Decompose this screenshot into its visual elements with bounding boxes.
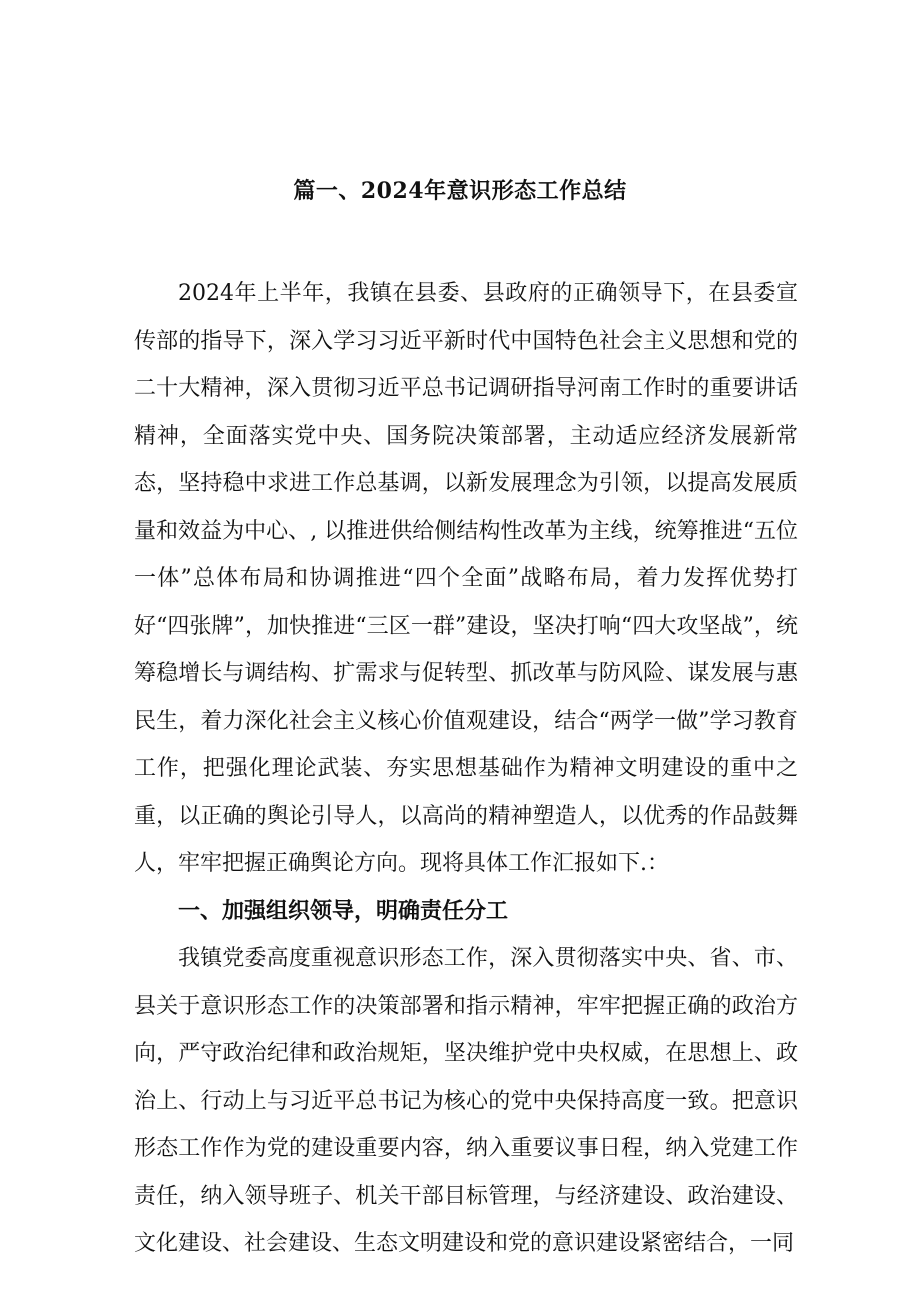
intro-paragraph: 2024年上半年，我镇在县委、县政府的正确领导下，在县委宣传部的指导下，深入学习习近平新时代中国特色社会主义思想和党的二十大精神，深入贯彻习近平总书记调研指导河南工作时的重要讲话精神，全面落实党中央、国务院决策部署，主动适应经济发展新常态，坚持稳中求进工作总基调，以新发展理念为引领，以提高发展质量和效益为中心、, 以推进供给侧结构性改革为主线，统筹推进“五位一体”总体布局和协调推进“四个全面”战略布局，着力发挥优势打好“四张牌”，加快推进“三区一群”建设，坚决打响“四大攻坚战”，统筹稳增长与调结构、扩需求与促转型、抓改革与防风险、谋发展与惠民生，着力深化社会主义核心价值观建设，结合“两学一做”学习教育工作，把强化理论武装、夯实思想基础作为精神文明建设的重中之重，以正确的舆论引导人，以高尚的精神塑造人，以优秀的作品鼓舞人，牢牢把握正确舆论方向。现将具体工作汇报如下.： (134, 281, 798, 876)
section-heading: 一、加强组织领导，明确责任分工 (178, 897, 509, 924)
document-title: 篇一、2024年意识形态工作总结 (293, 178, 627, 204)
document-body (134, 270, 798, 1268)
section-paragraph: 我镇党委高度重视意识形态工作，深入贯彻落实中央、省、市、县关于意识形态工作的决策部署和指示精神，牢牢把握正确的政治方向，严守政治纪律和政治规矩，坚决维护党中央权威，在思想上、政治上、行动上与习近平总书记为核心的党中央保持高度一致。把意识形态工作作为党的建设重要内容，纳入重要议事日程，纳入党建工作责任，纳入领导班子、机关干部目标管理，与经济建设、政治建设、文化建设、社会建设、生态文明建设和党的意识建设紧密结合，一同 (134, 946, 798, 1256)
